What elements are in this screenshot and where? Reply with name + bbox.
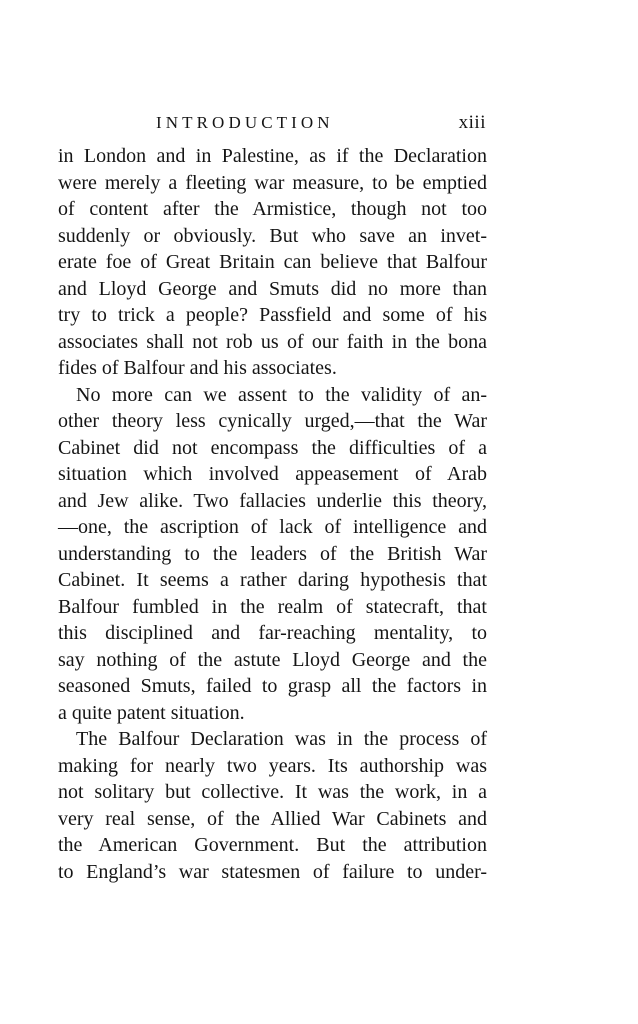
text-line: —one, the ascription of lack of intelligence and bbox=[58, 516, 487, 538]
section-title: INTRODUCTION bbox=[156, 113, 334, 132]
paragraph bbox=[58, 143, 487, 382]
text-line: and Lloyd George and Smuts did no more than bbox=[58, 277, 487, 300]
text-line: were merely a fleeting war measure, to be emptied bbox=[58, 171, 487, 194]
text-line: Cabinet. It seems a rather daring hypothesis that bbox=[58, 569, 487, 591]
text-line: the American Government. But the attribution bbox=[58, 834, 487, 856]
running-head bbox=[58, 109, 486, 137]
text-line: very real sense, of the Allied War Cabinets and bbox=[58, 807, 487, 830]
paragraph bbox=[58, 382, 487, 727]
text-line: in London and in Palestine, as if the Declaration bbox=[58, 145, 487, 167]
body-text bbox=[58, 143, 487, 885]
text-line: associates shall not rob us of our faith in the bona bbox=[58, 330, 487, 353]
text-line: understanding to the leaders of the British War bbox=[58, 542, 487, 565]
text-line: this disciplined and far-reaching mentality, to bbox=[58, 622, 487, 644]
text-line: fides of Balfour and his associates. bbox=[58, 357, 337, 379]
text-line: to England’s war statesmen of failure to under- bbox=[58, 860, 487, 883]
text-line: Cabinet did not encompass the difficulties of a bbox=[58, 436, 487, 459]
text-line: seasoned Smuts, failed to grasp all the factors in bbox=[58, 675, 487, 697]
page-number: xiii bbox=[458, 112, 486, 133]
text-line: of content after the Armistice, though not too bbox=[58, 198, 487, 220]
text-line: other theory less cynically urged,—that the War bbox=[58, 410, 487, 432]
paragraph bbox=[58, 726, 487, 885]
text-line: try to trick a people? Passfield and some of his bbox=[58, 304, 487, 326]
text-line: not solitary but collective. It was the work, in a bbox=[58, 781, 487, 803]
text-line: The Balfour Declaration was in the process of bbox=[76, 728, 487, 750]
text-line: say nothing of the astute Lloyd George and the bbox=[58, 648, 487, 671]
text-line: suddenly or obviously. But who save an invet- bbox=[58, 224, 487, 247]
text-line: making for nearly two years. Its authorship was bbox=[58, 754, 487, 777]
text-line: No more can we assent to the validity of an- bbox=[76, 383, 487, 406]
text-line: a quite patent situation. bbox=[58, 701, 245, 724]
text-line: and Jew alike. Two fallacies underlie this theory, bbox=[58, 489, 487, 512]
text-line: Balfour fumbled in the realm of statecraft, that bbox=[58, 595, 487, 618]
text-line: erate foe of Great Britain can believe that Balfour bbox=[58, 251, 487, 273]
text-line: situation which involved appeasement of Arab bbox=[58, 463, 487, 485]
